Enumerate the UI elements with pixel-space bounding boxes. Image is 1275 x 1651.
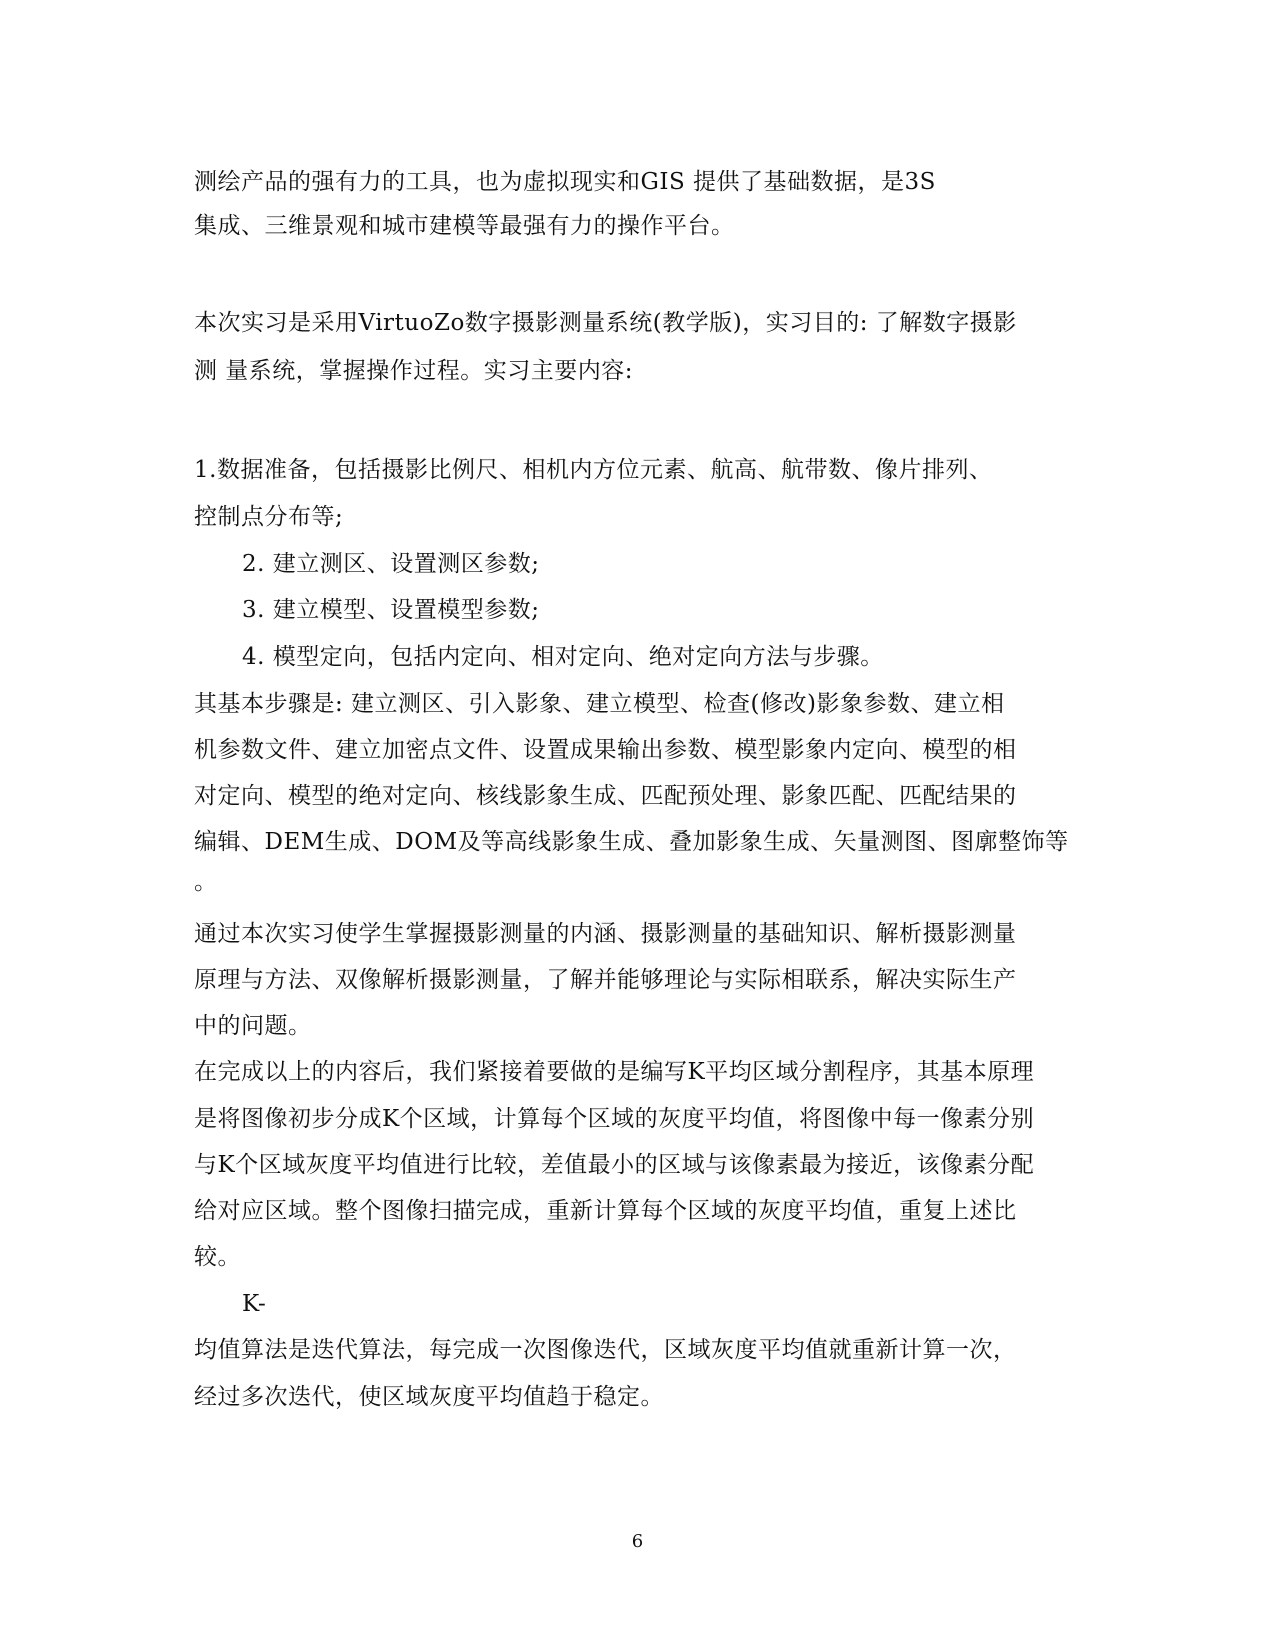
text-line: 给对应区域。整个图像扫描完成，重新计算每个区域的灰度平均值，重复上述比 bbox=[194, 1198, 1017, 1224]
text-line: 对定向、模型的绝对定向、核线影象生成、匹配预处理、影象匹配、匹配结果的 bbox=[194, 783, 1017, 809]
text-line: 中的问题。 bbox=[194, 1013, 312, 1039]
text-line: K- bbox=[242, 1291, 267, 1317]
text-line: 编辑、DEM生成、DOM及等高线影象生成、叠加影象生成、矢量测图、图廓整饰等 bbox=[194, 829, 1069, 855]
text-line: 其基本步骤是: 建立测区、引入影象、建立模型、检查(修改)影象参数、建立相 bbox=[194, 691, 1005, 717]
list-item: 3. 建立模型、设置模型参数; bbox=[242, 597, 540, 623]
text-line: 与K个区域灰度平均值进行比较，差值最小的区域与该像素最为接近，该像素分配 bbox=[194, 1152, 1035, 1178]
page-number: 6 bbox=[631, 1531, 644, 1552]
list-item: 2. 建立测区、设置测区参数; bbox=[242, 551, 540, 577]
list-item: 4. 模型定向，包括内定向、相对定向、绝对定向方法与步骤。 bbox=[242, 644, 884, 670]
text-line: 在完成以上的内容后，我们紧接着要做的是编写K平均区域分割程序，其基本原理 bbox=[194, 1059, 1035, 1085]
text-line: 机参数文件、建立加密点文件、设置成果输出参数、模型影象内定向、模型的相 bbox=[194, 737, 1017, 763]
text-line: 是将图像初步分成K个区域，计算每个区域的灰度平均值，将图像中每一像素分别 bbox=[194, 1106, 1035, 1132]
text-line: 测 量系统，掌握操作过程。实习主要内容: bbox=[194, 358, 634, 384]
text-line: 较。 bbox=[194, 1244, 241, 1270]
text-line: 。 bbox=[194, 869, 218, 895]
text-line: 测绘产品的强有力的工具，也为虚拟现实和GIS 提供了基础数据，是3S bbox=[194, 169, 936, 195]
text-line: 原理与方法、双像解析摄影测量，了解并能够理论与实际相联系，解决实际生产 bbox=[194, 967, 1017, 993]
text-line: 本次实习是采用VirtuoZo数字摄影测量系统(教学版)，实习目的: 了解数字摄影 bbox=[194, 310, 1017, 336]
text-line: 集成、三维景观和城市建模等最强有力的操作平台。 bbox=[194, 213, 735, 239]
text-line: 经过多次迭代，使区域灰度平均值趋于稳定。 bbox=[194, 1384, 664, 1410]
list-item: 1.数据准备，包括摄影比例尺、相机内方位元素、航高、航带数、像片排列、 bbox=[194, 457, 993, 483]
text-line: 通过本次实习使学生掌握摄影测量的内涵、摄影测量的基础知识、解析摄影测量 bbox=[194, 921, 1017, 947]
text-line: 均值算法是迭代算法，每完成一次图像迭代，区域灰度平均值就重新计算一次， bbox=[194, 1337, 1017, 1363]
text-line: 控制点分布等; bbox=[194, 504, 344, 530]
